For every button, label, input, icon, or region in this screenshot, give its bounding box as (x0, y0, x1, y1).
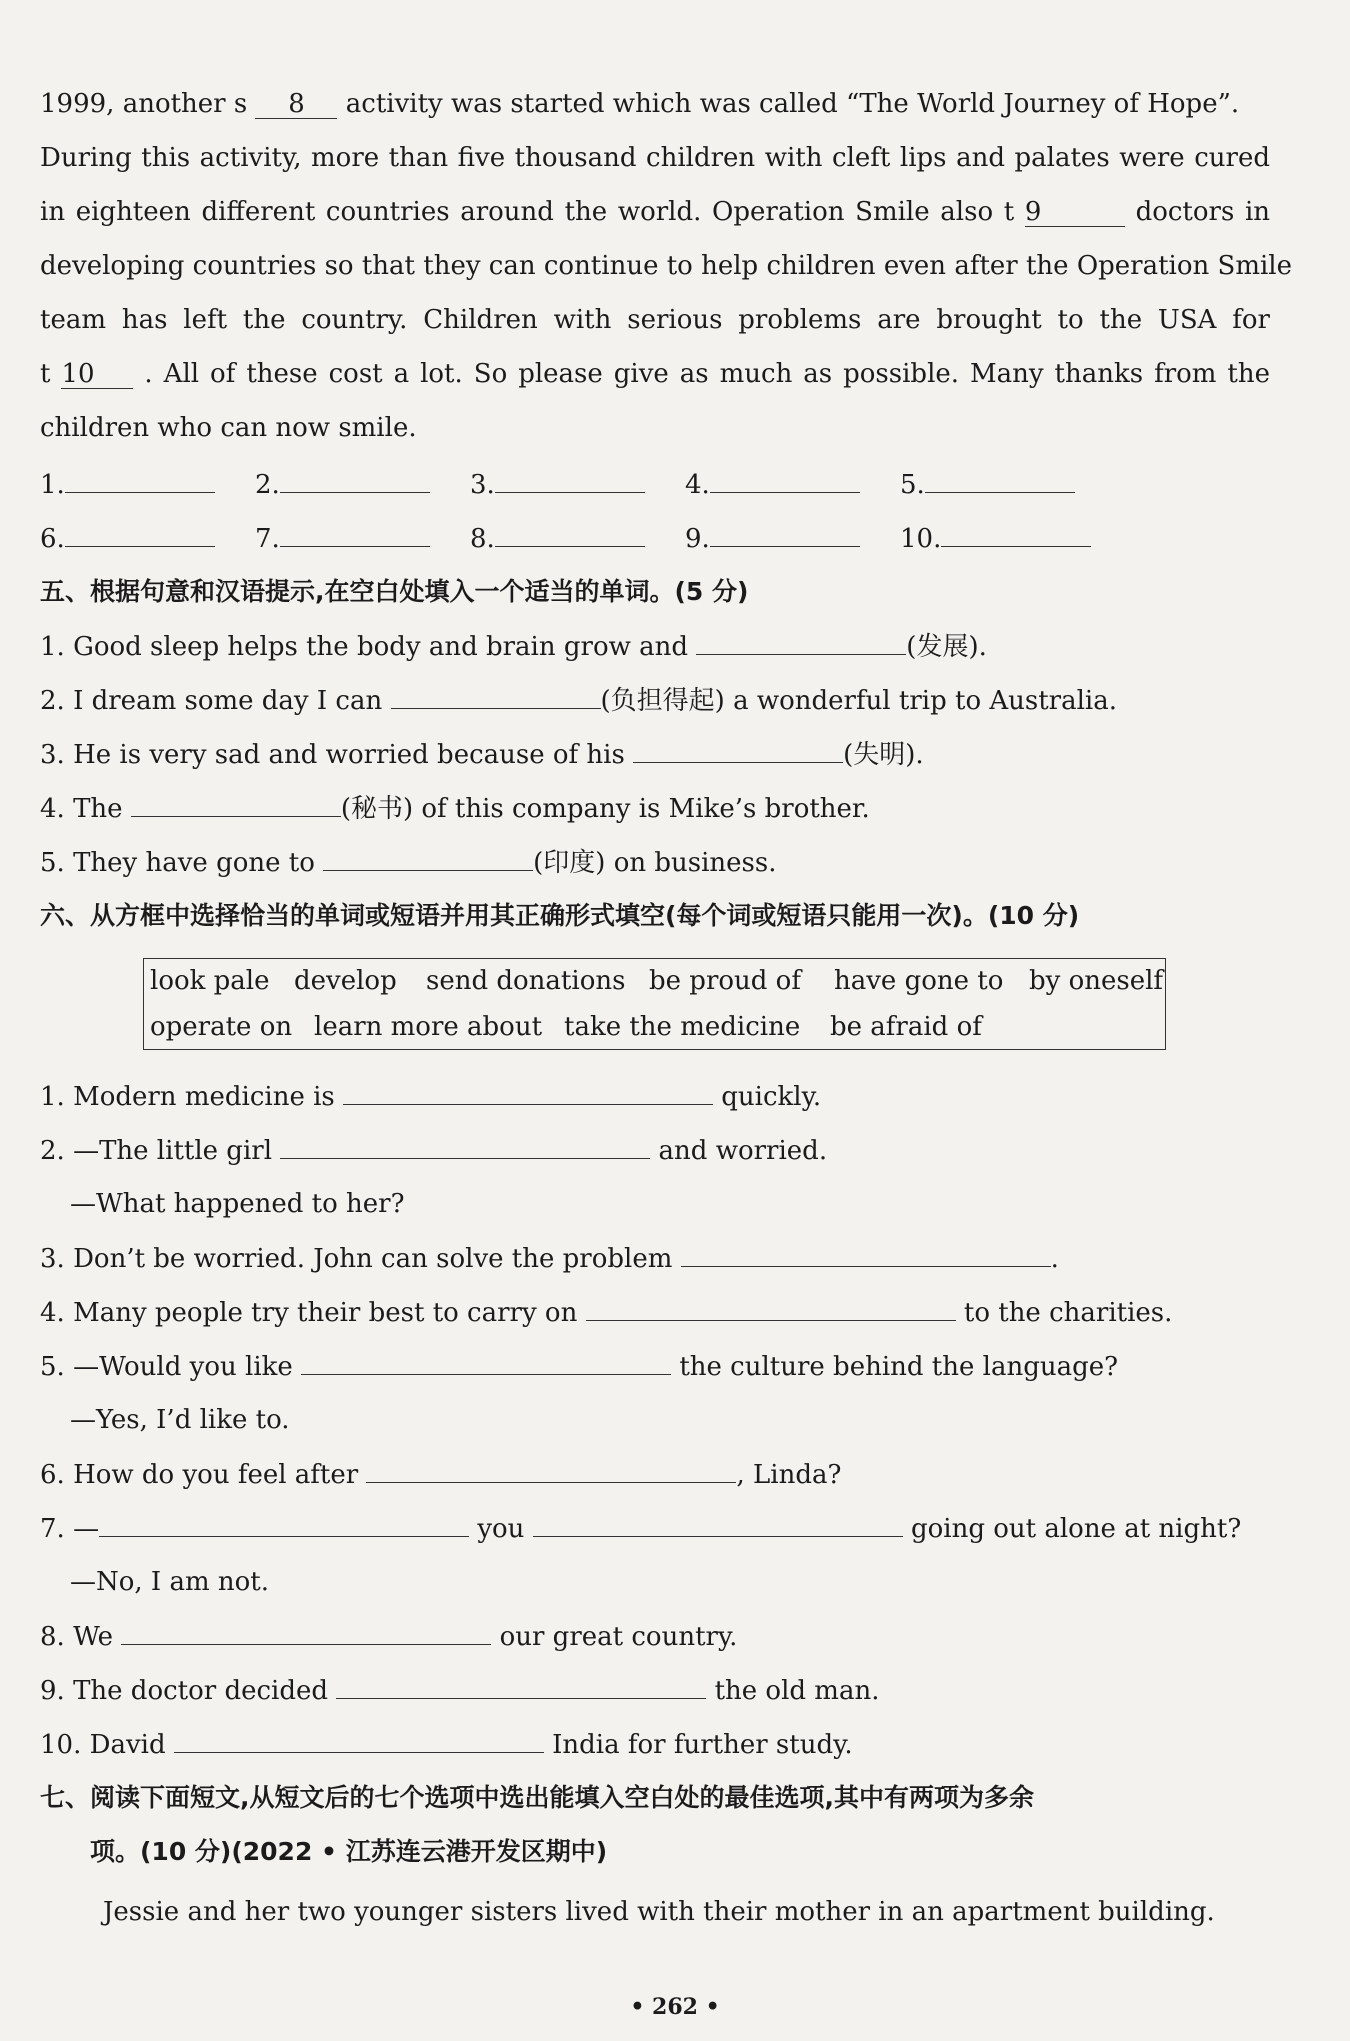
s5-hint-1: (发展). (906, 632, 987, 662)
passage-text: 1999, another s (40, 89, 248, 119)
passage-text: doctors in (1135, 197, 1271, 227)
s5-blank-1[interactable] (696, 626, 906, 655)
passage-blank-8: 8 (255, 90, 337, 119)
s5-blank-3[interactable] (633, 734, 843, 763)
s6-blank-8[interactable] (121, 1616, 491, 1645)
s5-blank-4[interactable] (131, 788, 341, 817)
passage-text: . All of these cost a lot. So please give as much as possible. Many thanks from the (144, 359, 1270, 389)
passage-text: activity was started which was called “The World Journey of Hope”. (345, 89, 1240, 119)
passage-line-7: children who can now smile. (40, 413, 417, 443)
word-box-item: develop (294, 966, 397, 996)
answer-slot-10[interactable]: 10. (900, 518, 1091, 559)
answer-slot-8[interactable]: 8. (470, 518, 645, 559)
passage-blank-10: 10 (61, 360, 133, 389)
answer-slot-5[interactable]: 5. (900, 464, 1075, 505)
s6-question-3: 3. Don’t be worried. John can solve the problem . (40, 1238, 1270, 1279)
answer-slot-3[interactable]: 3. (470, 464, 645, 505)
s5-question-2: 2. I dream some day I can (负担得起) a wonderful trip to Australia. (40, 680, 1270, 721)
s6-question-4: 4. Many people try their best to carry on to the charities. (40, 1292, 1270, 1333)
s5-hint-4: (秘书) (340, 794, 414, 824)
s5-question-1: 1. Good sleep helps the body and brain grow and (发展). (40, 626, 1270, 667)
passage-line-6 (40, 354, 1270, 394)
answer-slot-1[interactable]: 1. (40, 464, 215, 505)
s5-question-3: 3. He is very sad and worried because of his (失明). (40, 734, 1270, 775)
answer-slot-2[interactable]: 2. (255, 464, 430, 505)
s6-blank-1[interactable] (343, 1076, 713, 1105)
s6-question-5: 5. —Would you like the culture behind the language? (40, 1346, 1270, 1387)
answer-slot-6[interactable]: 6. (40, 518, 215, 559)
s6-question-8: 8. We our great country. (40, 1616, 1270, 1657)
word-box-item: take the medicine (564, 1012, 801, 1042)
passage-line-4: developing countries so that they can continue to help children even after the Operation Smile (40, 251, 1292, 281)
answer-slot-7[interactable]: 7. (255, 518, 430, 559)
section7-first-line: Jessie and her two younger sisters lived with their mother in an apartment building. (103, 1897, 1215, 1927)
answer-slot-9[interactable]: 9. (685, 518, 860, 559)
s6-blank-2[interactable] (280, 1130, 650, 1159)
s6-question-1: 1. Modern medicine is quickly. (40, 1076, 1270, 1117)
s6-blank-9[interactable] (336, 1670, 706, 1699)
s5-hint-2: (负担得起) (600, 686, 725, 716)
s5-blank-5[interactable] (323, 842, 533, 871)
s5-question-4: 4. The (秘书) of this company is Mike’s brother. (40, 788, 1270, 829)
word-box-item: be proud of (649, 966, 801, 996)
s6-blank-6[interactable] (366, 1454, 736, 1483)
passage-line-5: team has left the country. Children with serious problems are brought to the USA for (40, 305, 1270, 335)
s5-question-5: 5. They have gone to (印度) on business. (40, 842, 1270, 883)
word-box-item: look pale (150, 966, 270, 996)
s6-question-6: 6. How do you feel after , Linda? (40, 1454, 1270, 1495)
s6-question-7: 7. — you going out alone at night? (40, 1508, 1270, 1549)
s6-question-2: 2. —The little girl and worried. (40, 1130, 1270, 1171)
s6-question-9: 9. The doctor decided the old man. (40, 1670, 1270, 1711)
s6-question-5-reply: —Yes, I’d like to. (70, 1405, 290, 1435)
s6-question-10: 10. David India for further study. (40, 1724, 1270, 1765)
s5-hint-3: (失明). (843, 740, 924, 770)
answer-slot-4[interactable]: 4. (685, 464, 860, 505)
s6-blank-7a[interactable] (99, 1508, 469, 1537)
passage-text: in eighteen different countries around the world. Operation Smile also t (40, 197, 1015, 227)
passage-blank-9: 9 (1025, 198, 1125, 227)
word-box-item: learn more about (314, 1012, 543, 1042)
passage-line-3 (40, 192, 1270, 232)
passage-line-1 (40, 84, 1270, 124)
section7-heading: 七、阅读下面短文,从短文后的七个选项中选出能填入空白处的最佳选项,其中有两项为多余 (40, 1783, 1034, 1812)
s6-blank-7b[interactable] (533, 1508, 903, 1537)
word-box-item: by oneself (1029, 966, 1164, 996)
word-box (143, 958, 1166, 1050)
s5-hint-5: (印度) (533, 848, 606, 878)
s6-blank-10[interactable] (174, 1724, 544, 1753)
s6-blank-3[interactable] (681, 1238, 1051, 1267)
word-box-item: be afraid of (830, 1012, 982, 1042)
section6-heading: 六、从方框中选择恰当的单词或短语并用其正确形式填空(每个词或短语只能用一次)。(10 分) (40, 901, 1080, 930)
section5-heading: 五、根据句意和汉语提示,在空白处填入一个适当的单词。(5 分) (40, 577, 749, 606)
s6-question-7-reply: —No, I am not. (70, 1567, 269, 1597)
s6-question-2-reply: —What happened to her? (70, 1189, 405, 1219)
word-box-item: have gone to (834, 966, 1004, 996)
s5-blank-2[interactable] (391, 680, 601, 709)
word-box-item: send donations (426, 966, 626, 996)
page-number: • 262 • (630, 1994, 720, 2020)
section7-heading-cont: 项。(10 分)(2022 • 江苏连云港开发区期中) (90, 1837, 608, 1866)
word-box-item: operate on (150, 1012, 293, 1042)
passage-text: t (40, 359, 51, 389)
s6-blank-4[interactable] (586, 1292, 956, 1321)
passage-line-2: During this activity, more than five thousand children with cleft lips and palates were cured (40, 143, 1270, 173)
s6-blank-5[interactable] (301, 1346, 671, 1375)
